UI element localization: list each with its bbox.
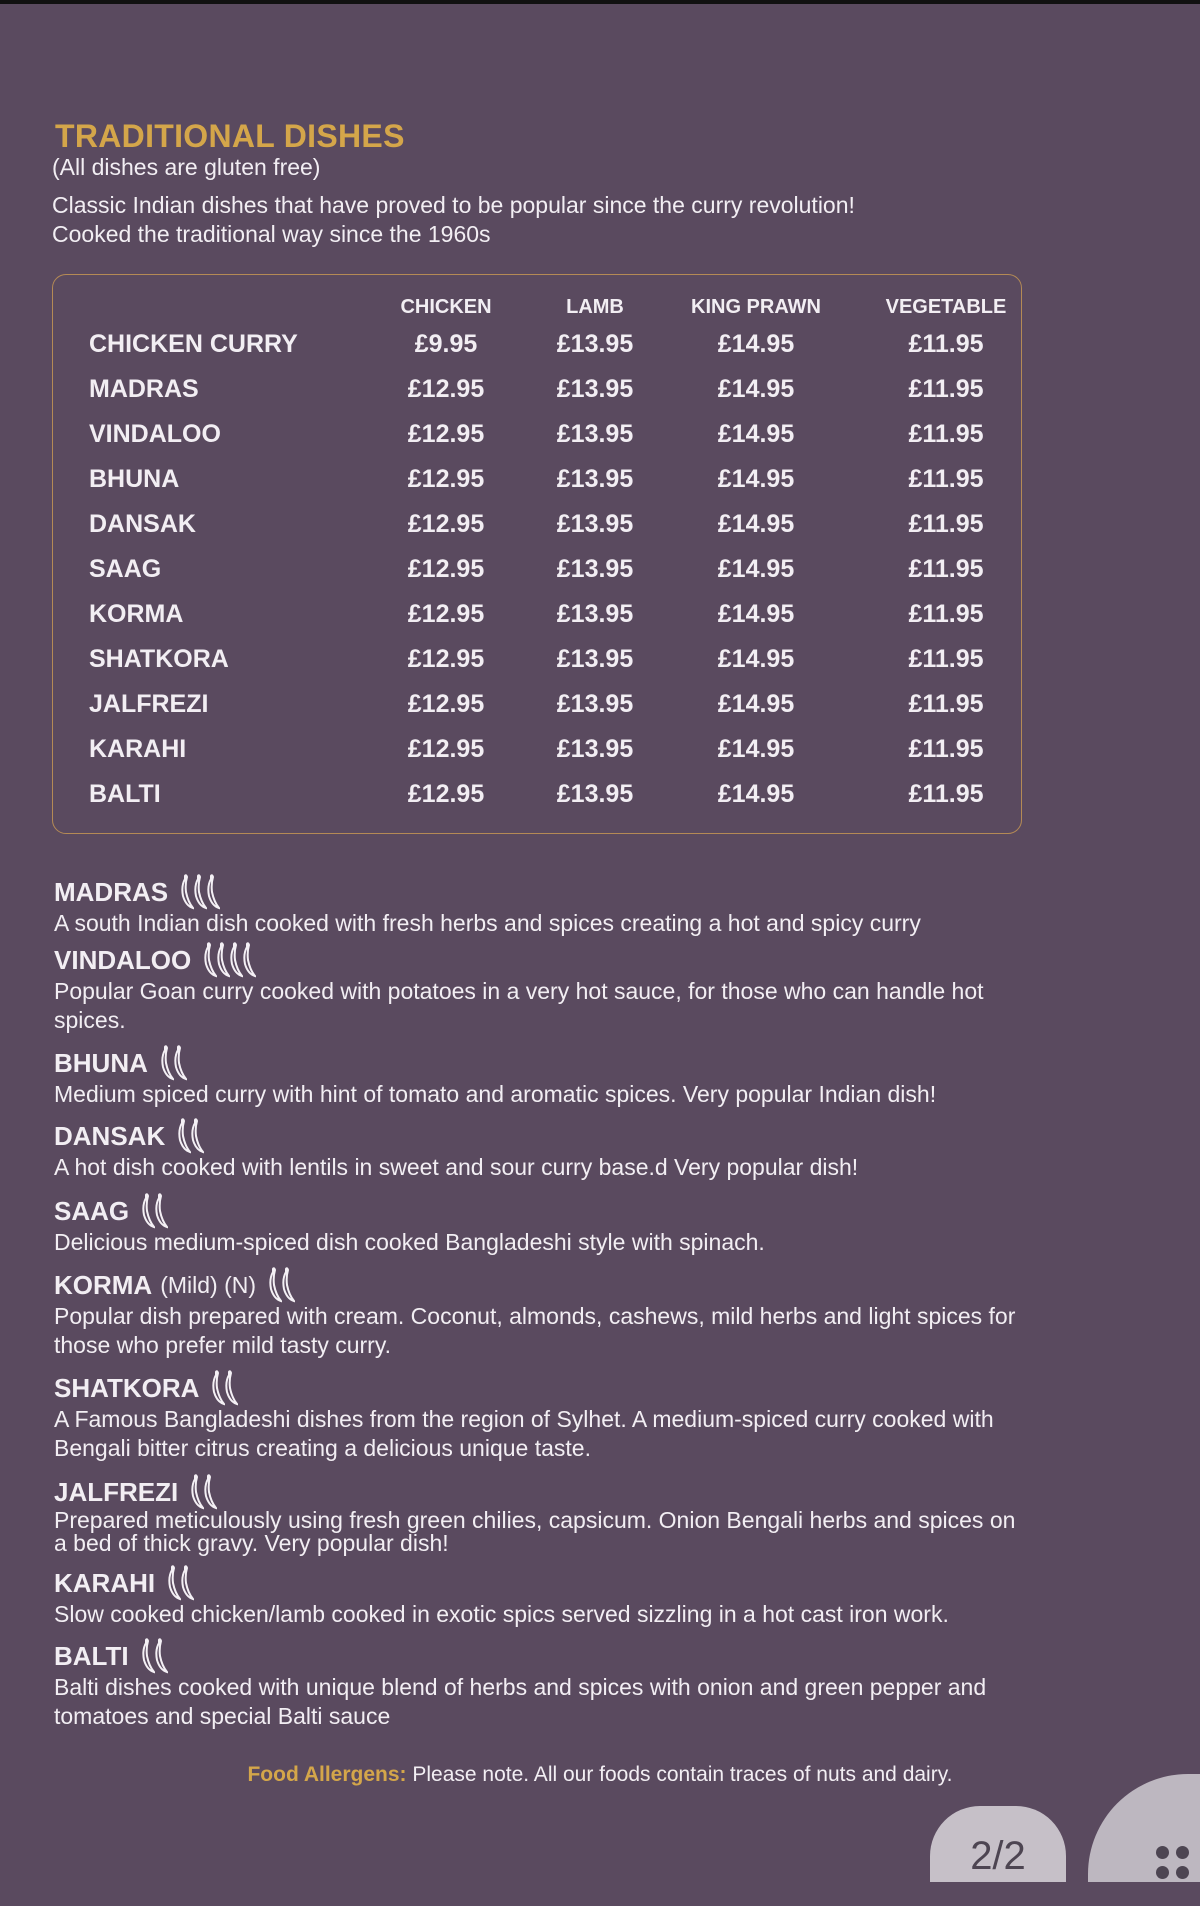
dish-name: SHATKORA	[89, 645, 229, 673]
price-cell: £14.95	[717, 375, 795, 403]
dish-description	[54, 1566, 1034, 1629]
table-row	[0, 645, 1100, 685]
table-row	[0, 690, 1100, 730]
chili-icon	[193, 874, 207, 910]
spice-level	[141, 1193, 167, 1229]
dish-text: A hot dish cooked with lentils in sweet and sour curry base.d Very popular dish!	[54, 1154, 859, 1180]
chili-icon	[190, 1474, 204, 1510]
price-cell: £14.95	[717, 510, 795, 538]
price-cell: £14.95	[717, 555, 795, 583]
price-cell: £13.95	[556, 375, 634, 403]
dish-note: (Mild) (N)	[160, 1272, 257, 1298]
dish-text: Popular dish prepared with cream. Coconut, almonds, cashews, mild herbs and light spices for those who prefer mild tasty curry.	[54, 1303, 1016, 1358]
chili-icon	[180, 1565, 194, 1601]
dish-heading: KORMA	[54, 1270, 153, 1300]
price-cell: £11.95	[908, 330, 984, 358]
column-header: CHICKEN	[400, 296, 492, 318]
dish-text: A south Indian dish cooked with fresh herbs and spices creating a hot and spicy curry	[54, 910, 921, 936]
dish-name: VINDALOO	[89, 420, 221, 448]
dish-text: A Famous Bangladeshi dishes from the region of Sylhet. A medium-spiced curry cooked with Bengali bitter citrus creating a delicious unique taste.	[54, 1406, 994, 1461]
price-cell: £11.95	[908, 600, 984, 628]
dish-text: Delicious medium-spiced dish cooked Bangladeshi style with spinach.	[54, 1229, 765, 1255]
price-cell: £11.95	[908, 465, 984, 493]
menu-fab-button[interactable]	[1088, 1774, 1200, 1882]
dish-heading: DANSAK	[54, 1121, 166, 1151]
price-cell: £13.95	[556, 555, 634, 583]
price-cell: £9.95	[414, 330, 478, 358]
intro-line-2: Cooked the traditional way since the 1960s	[52, 221, 491, 247]
dish-name: BHUNA	[89, 465, 180, 493]
price-cell: £13.95	[556, 645, 634, 673]
price-cell: £12.95	[407, 510, 485, 538]
price-cell: £13.95	[556, 465, 634, 493]
dish-heading: SAAG	[54, 1196, 130, 1226]
dish-text: Popular Goan curry cooked with potatoes in a very hot sauce, for those who can handle hot spices.	[54, 978, 984, 1033]
table-row	[0, 375, 1100, 415]
allergen-label: Food Allergens:	[247, 1763, 407, 1786]
spice-level	[211, 1370, 237, 1406]
table-row	[0, 735, 1100, 775]
dish-text: Slow cooked chicken/lamb cooked in exotic spics served sizzling in a hot cast iron work.	[54, 1601, 949, 1627]
dish-heading: BHUNA	[54, 1048, 148, 1078]
dish-description	[54, 1639, 1034, 1731]
spice-level	[160, 1045, 186, 1081]
spice-level	[167, 1565, 193, 1601]
chili-icon	[216, 942, 230, 978]
column-header: KING PRAWN	[691, 296, 821, 318]
spice-level	[190, 1474, 216, 1510]
chili-icon	[154, 1638, 168, 1674]
gluten-note: (All dishes are gluten free)	[52, 154, 321, 180]
price-cell: £12.95	[407, 690, 485, 718]
chili-icon	[160, 1045, 174, 1081]
price-cell: £12.95	[407, 420, 485, 448]
dish-text: Prepared meticulously using fresh green chilies, capsicum. Onion Bengali herbs and spices on a bed of thick gravy. Very popular dish!	[54, 1507, 1016, 1556]
dish-heading: KARAHI	[54, 1568, 156, 1598]
dish-name: DANSAK	[89, 510, 196, 538]
spice-level	[177, 1118, 203, 1154]
dish-description	[54, 1475, 1034, 1555]
price-cell: £12.95	[407, 555, 485, 583]
chili-icon	[229, 942, 243, 978]
table-row	[0, 420, 1100, 460]
dish-description	[54, 1046, 1034, 1109]
dish-name: CHICKEN CURRY	[89, 330, 298, 358]
price-cell: £11.95	[908, 420, 984, 448]
dish-description	[54, 1371, 1034, 1463]
price-cell: £13.95	[556, 510, 634, 538]
price-cell: £12.95	[407, 780, 485, 808]
chili-icon	[177, 1118, 191, 1154]
price-cell: £14.95	[717, 690, 795, 718]
price-cell: £11.95	[908, 510, 984, 538]
price-cell: £13.95	[556, 690, 634, 718]
price-cell: £12.95	[407, 645, 485, 673]
price-cell: £12.95	[407, 465, 485, 493]
allergen-note	[0, 1763, 1200, 1787]
price-cell: £14.95	[717, 645, 795, 673]
price-cell: £11.95	[908, 780, 984, 808]
spice-level	[180, 874, 219, 910]
chili-icon	[242, 942, 256, 978]
column-header: VEGETABLE	[885, 296, 1007, 318]
chili-icon	[180, 874, 194, 910]
dish-description	[54, 943, 1034, 1035]
price-cell: £14.95	[717, 735, 795, 763]
dish-description	[54, 1119, 1034, 1182]
dish-heading: MADRAS	[54, 877, 169, 907]
chili-icon	[141, 1638, 155, 1674]
price-cell: £12.95	[407, 735, 485, 763]
chili-icon	[224, 1370, 238, 1406]
price-cell: £13.95	[556, 600, 634, 628]
price-cell: £14.95	[717, 465, 795, 493]
table-row	[0, 330, 1100, 370]
price-cell: £14.95	[717, 780, 795, 808]
price-cell: £11.95	[908, 555, 984, 583]
price-cell: £13.95	[556, 420, 634, 448]
dish-heading: JALFREZI	[54, 1477, 179, 1507]
spice-level	[203, 942, 255, 978]
price-cell: £13.95	[556, 780, 634, 808]
price-cell: £11.95	[908, 645, 984, 673]
dish-name: JALFREZI	[89, 690, 209, 718]
chili-icon	[281, 1267, 295, 1303]
table-row	[0, 780, 1100, 820]
dish-name: KARAHI	[89, 735, 187, 763]
dish-name: KORMA	[89, 600, 184, 628]
price-cell: £11.95	[908, 375, 984, 403]
price-cell: £14.95	[717, 330, 795, 358]
dish-description	[54, 1194, 1034, 1257]
price-cell: £13.95	[556, 330, 634, 358]
table-row	[0, 555, 1100, 595]
dish-name: BALTI	[89, 780, 161, 808]
dish-name: SAAG	[89, 555, 162, 583]
spice-level	[268, 1267, 294, 1303]
dish-text: Medium spiced curry with hint of tomato and aromatic spices. Very popular Indian dish!	[54, 1081, 937, 1107]
top-edge	[0, 0, 1200, 4]
intro-line-1: Classic Indian dishes that have proved to be popular since the curry revolution!	[52, 192, 855, 218]
dish-heading: VINDALOO	[54, 945, 192, 975]
section-title: TRADITIONAL DISHES	[55, 118, 405, 154]
allergen-text: Please note. All our foods contain traces of nuts and dairy.	[406, 1763, 953, 1786]
chili-icon	[206, 874, 220, 910]
chili-icon	[141, 1193, 155, 1229]
spice-level	[141, 1638, 167, 1674]
chili-icon	[154, 1193, 168, 1229]
price-cell: £11.95	[908, 690, 984, 718]
table-row	[0, 465, 1100, 505]
table-row	[0, 600, 1100, 640]
dish-description	[54, 875, 1034, 938]
price-cell: £12.95	[407, 375, 485, 403]
chili-icon	[268, 1267, 282, 1303]
chili-icon	[167, 1565, 181, 1601]
price-cell: £13.95	[556, 735, 634, 763]
price-cell: £14.95	[717, 420, 795, 448]
chili-icon	[203, 942, 217, 978]
chili-icon	[211, 1370, 225, 1406]
dish-heading: SHATKORA	[54, 1373, 200, 1403]
price-cell: £14.95	[717, 600, 795, 628]
price-cell: £12.95	[407, 600, 485, 628]
price-cell: £11.95	[908, 735, 984, 763]
dish-name: MADRAS	[89, 375, 199, 403]
table-row	[0, 510, 1100, 550]
dish-text: Balti dishes cooked with unique blend of herbs and spices with onion and green pepper and tomatoes and special Balti sauce	[54, 1674, 987, 1729]
chili-icon	[173, 1045, 187, 1081]
page-indicator[interactable]: 2/2	[930, 1806, 1066, 1882]
dish-heading: BALTI	[54, 1641, 129, 1671]
chili-icon	[190, 1118, 204, 1154]
dish-description	[54, 1268, 1034, 1360]
chili-icon	[203, 1474, 217, 1510]
column-header: LAMB	[566, 296, 624, 318]
